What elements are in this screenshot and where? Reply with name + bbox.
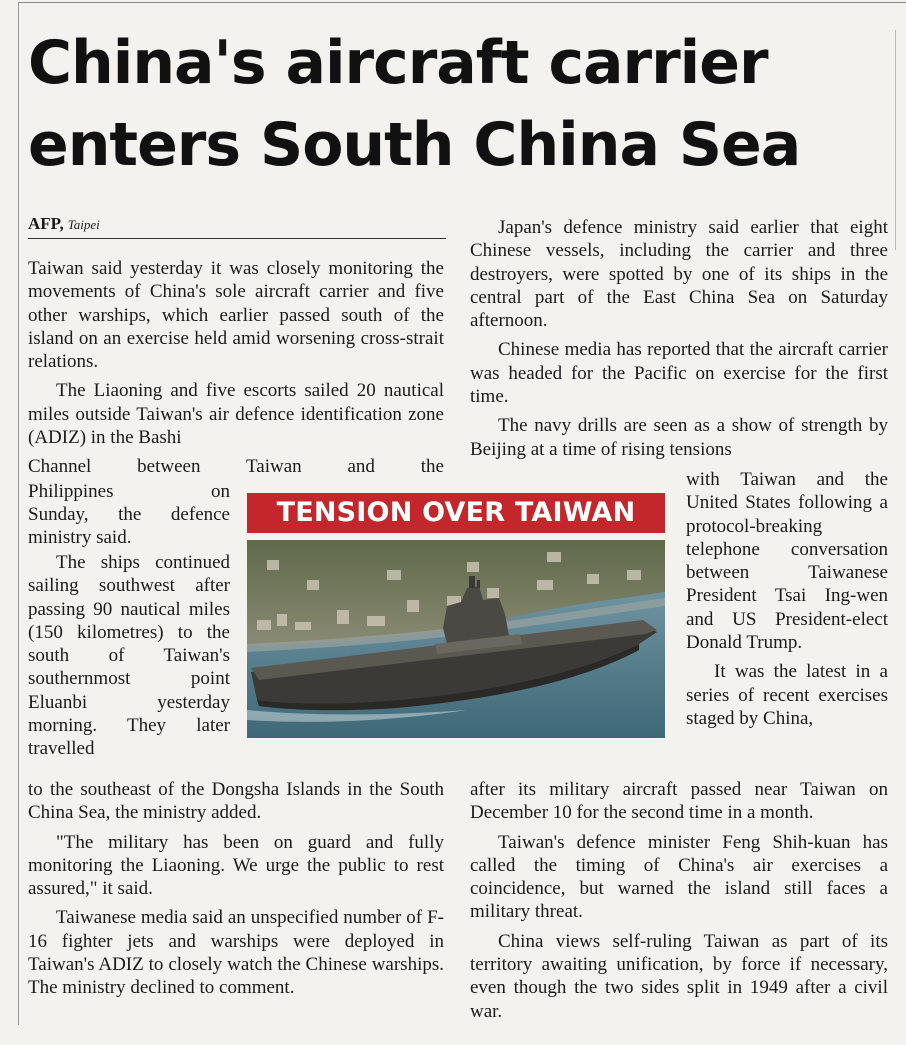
- col2-para-4-end: after its military aircraft passed near Taiwan on December 10 for the second time in a month.: [470, 779, 888, 824]
- carrier-photo-illustration: [247, 540, 665, 738]
- col2-para-1: Japan's defence ministry said earlier that eight Chinese vessels, including the carrier and three destroyers, were spotted by one of its ships in the central part of the East China Sea on Saturday afternoon.: [470, 217, 888, 332]
- col1-para-3-end: to the southeast of the Dongsha Islands in the South China Sea, the ministry added.: [28, 779, 444, 824]
- col1-para-5: Taiwanese media said an unspecified number of F-16 fighter jets and warships were deployed in Taiwan's ADIZ to closely watch the Chinese warships. The ministry declined to comment.: [28, 907, 444, 999]
- aircraft-carrier-photo: [247, 540, 665, 738]
- col1-top: [28, 257, 444, 449]
- col1-para-2: The Liaoning and five escorts sailed 20 nautical miles outside Taiwan's air defence identification zone (ADIZ) in the Bashi: [28, 380, 444, 449]
- section-tag: TENSION OVER TAIWAN: [247, 493, 665, 533]
- col2-para-2: Chinese media has reported that the aircraft carrier was headed for the Pacific on exercise for the first time.: [470, 339, 888, 408]
- col2-para-6: China views self-ruling Taiwan as part of its territory awaiting unification, by force if necessary, even though the two sides split in 1949 after a civil war.: [470, 930, 888, 1022]
- top-rule: [18, 2, 906, 3]
- col1-para-4: "The military has been on guard and fully monitoring the Liaoning. We urge the public to rest assured," it said.: [28, 831, 444, 900]
- byline-source: AFP,: [28, 214, 64, 233]
- col2-top: [470, 216, 888, 461]
- col2-para-3: The navy drills are seen as a show of strength by Beijing at a time of rising tensions: [470, 415, 888, 460]
- col1-wrap-line-1: Channel between Taiwan and the: [28, 456, 444, 477]
- byline-location: Taipei: [67, 217, 100, 232]
- col1-narrow: [28, 551, 230, 761]
- col1-para-3: The ships continued sailing southwest after passing 90 nautical miles (150 kilometres) to the south of Taiwan's southernmost point Eluanbi yesterday morning. They later travelled: [28, 552, 230, 760]
- col2-para-5: Taiwan's defence minister Feng Shih-kuan has called the timing of China's air exercises a coincidence, but warned the island still faces a military threat.: [470, 831, 888, 923]
- left-rule: [18, 2, 19, 1025]
- col1-bottom: [28, 778, 444, 1000]
- col1-para-1: Taiwan said yesterday it was closely monitoring the movements of China's sole aircraft carrier and five other warships, which earlier passed south of the island on an exercise held amid worsening cross-strait relations.: [28, 258, 444, 373]
- headline: China's aircraft carrier enters South China Sea: [28, 28, 801, 180]
- col1-wrap-rest-text: Sunday, the defence ministry said.: [28, 504, 230, 549]
- col1-wrap-rest: [28, 503, 230, 550]
- col2-narrow: [686, 468, 888, 730]
- col2-bottom: [470, 778, 888, 1023]
- byline: [28, 214, 100, 234]
- col2-wrap-text: with Taiwan and the United States following a protocol-breaking telephone conversation between Taiwanese President Tsai Ing-wen and US President-elect Donald Trump.: [686, 469, 888, 654]
- col1-wrap-line-2: Philippines on: [28, 481, 230, 502]
- col2-para-4: It was the latest in a series of recent exercises staged by China,: [686, 661, 888, 729]
- byline-rule: [28, 238, 446, 239]
